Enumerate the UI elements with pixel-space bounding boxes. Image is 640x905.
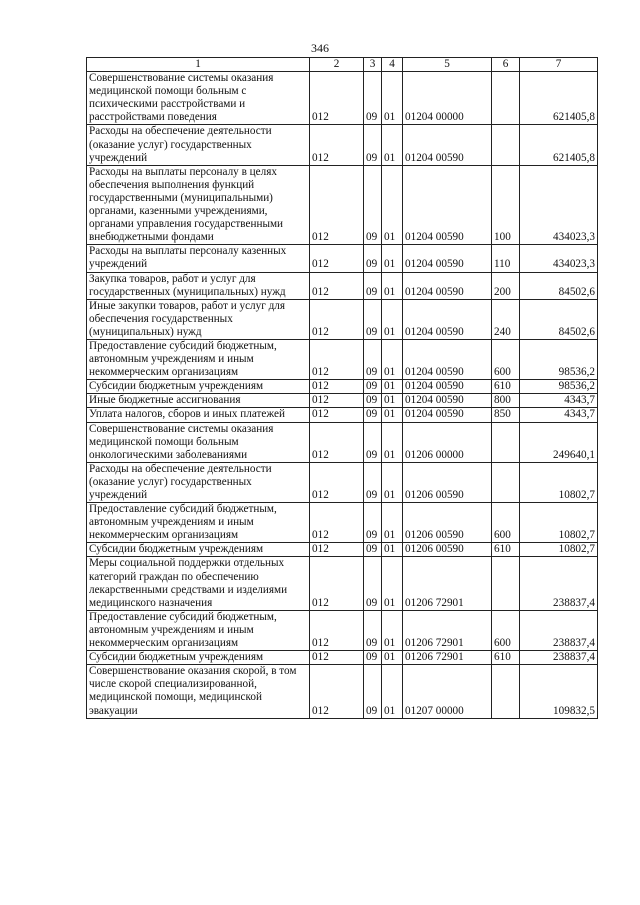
row-amount: 10802,7 xyxy=(520,503,598,543)
row-section-code: 09 xyxy=(364,72,382,125)
row-target-code: 01206 00000 xyxy=(403,422,492,462)
row-amount: 238837,4 xyxy=(520,610,598,650)
row-ministry-code: 012 xyxy=(310,408,364,422)
row-section-code: 09 xyxy=(364,408,382,422)
row-section-code: 09 xyxy=(364,339,382,379)
row-expense-type-code: 610 xyxy=(492,543,520,557)
row-subsection-code: 01 xyxy=(382,380,403,394)
row-expense-type-code: 200 xyxy=(492,272,520,299)
row-name: Уплата налогов, сборов и иных платежей xyxy=(87,408,310,422)
row-name: Субсидии бюджетным учреждениям xyxy=(87,651,310,665)
row-ministry-code: 012 xyxy=(310,610,364,650)
row-section-code: 09 xyxy=(364,422,382,462)
row-target-code: 01204 00590 xyxy=(403,394,492,408)
table-row xyxy=(87,543,598,557)
column-header: 5 xyxy=(403,58,492,72)
row-subsection-code: 01 xyxy=(382,557,403,610)
row-amount: 434023,3 xyxy=(520,245,598,272)
row-section-code: 09 xyxy=(364,165,382,245)
row-section-code: 09 xyxy=(364,651,382,665)
budget-table-body xyxy=(87,58,598,719)
row-name: Предоставление субсидий бюджетным, автономным учреждениям и иным некоммерческим организациям xyxy=(87,339,310,379)
table-row xyxy=(87,380,598,394)
row-target-code: 01204 00590 xyxy=(403,408,492,422)
row-target-code: 01204 00000 xyxy=(403,72,492,125)
row-subsection-code: 01 xyxy=(382,245,403,272)
row-section-code: 09 xyxy=(364,557,382,610)
table-row xyxy=(87,665,598,718)
table-row xyxy=(87,651,598,665)
column-header: 3 xyxy=(364,58,382,72)
row-section-code: 09 xyxy=(364,665,382,718)
row-ministry-code: 012 xyxy=(310,299,364,339)
row-amount: 621405,8 xyxy=(520,72,598,125)
table-row xyxy=(87,125,598,165)
row-section-code: 09 xyxy=(364,503,382,543)
row-amount: 10802,7 xyxy=(520,543,598,557)
row-ministry-code: 012 xyxy=(310,245,364,272)
row-section-code: 09 xyxy=(364,299,382,339)
row-target-code: 01206 00590 xyxy=(403,503,492,543)
row-subsection-code: 01 xyxy=(382,665,403,718)
budget-table xyxy=(86,57,598,719)
table-row xyxy=(87,503,598,543)
row-ministry-code: 012 xyxy=(310,651,364,665)
row-ministry-code: 012 xyxy=(310,165,364,245)
row-amount: 238837,4 xyxy=(520,557,598,610)
table-row xyxy=(87,272,598,299)
row-section-code: 09 xyxy=(364,394,382,408)
row-amount: 621405,8 xyxy=(520,125,598,165)
row-expense-type-code: 240 xyxy=(492,299,520,339)
row-expense-type-code xyxy=(492,462,520,502)
row-amount: 109832,5 xyxy=(520,665,598,718)
row-name: Расходы на обеспечение деятельности (оказание услуг) государственных учреждений xyxy=(87,125,310,165)
row-expense-type-code xyxy=(492,557,520,610)
row-ministry-code: 012 xyxy=(310,339,364,379)
row-target-code: 01204 00590 xyxy=(403,125,492,165)
row-expense-type-code: 800 xyxy=(492,394,520,408)
row-amount: 434023,3 xyxy=(520,165,598,245)
row-ministry-code: 012 xyxy=(310,272,364,299)
row-amount: 98536,2 xyxy=(520,380,598,394)
row-target-code: 01204 00590 xyxy=(403,299,492,339)
row-target-code: 01206 72901 xyxy=(403,651,492,665)
row-expense-type-code xyxy=(492,72,520,125)
row-section-code: 09 xyxy=(364,380,382,394)
row-ministry-code: 012 xyxy=(310,394,364,408)
row-name: Совершенствование системы оказания медицинской помощи больным с психическими расстройствами и расстройствами поведения xyxy=(87,72,310,125)
row-subsection-code: 01 xyxy=(382,651,403,665)
table-header-row xyxy=(87,58,598,72)
table-row xyxy=(87,610,598,650)
row-subsection-code: 01 xyxy=(382,610,403,650)
row-subsection-code: 01 xyxy=(382,299,403,339)
row-ministry-code: 012 xyxy=(310,503,364,543)
row-subsection-code: 01 xyxy=(382,72,403,125)
row-name: Меры социальной поддержки отдельных категорий граждан по обеспечению лекарственными средствами и изделиями медицинского назначения xyxy=(87,557,310,610)
row-expense-type-code: 600 xyxy=(492,610,520,650)
row-amount: 98536,2 xyxy=(520,339,598,379)
row-target-code: 01206 72901 xyxy=(403,557,492,610)
table-row xyxy=(87,394,598,408)
row-expense-type-code xyxy=(492,125,520,165)
row-target-code: 01204 00590 xyxy=(403,272,492,299)
table-row xyxy=(87,299,598,339)
row-name: Субсидии бюджетным учреждениям xyxy=(87,380,310,394)
row-amount: 10802,7 xyxy=(520,462,598,502)
row-expense-type-code: 100 xyxy=(492,165,520,245)
row-expense-type-code xyxy=(492,422,520,462)
row-subsection-code: 01 xyxy=(382,125,403,165)
row-subsection-code: 01 xyxy=(382,462,403,502)
row-target-code: 01206 00590 xyxy=(403,462,492,502)
column-header: 1 xyxy=(87,58,310,72)
row-ministry-code: 012 xyxy=(310,557,364,610)
row-amount: 84502,6 xyxy=(520,272,598,299)
table-row xyxy=(87,462,598,502)
row-name: Закупка товаров, работ и услуг для государственных (муниципальных) нужд xyxy=(87,272,310,299)
row-subsection-code: 01 xyxy=(382,339,403,379)
row-section-code: 09 xyxy=(364,272,382,299)
page-number: 346 xyxy=(311,41,329,55)
row-amount: 84502,6 xyxy=(520,299,598,339)
row-ministry-code: 012 xyxy=(310,125,364,165)
table-row xyxy=(87,245,598,272)
row-ministry-code: 012 xyxy=(310,665,364,718)
column-header: 7 xyxy=(520,58,598,72)
row-subsection-code: 01 xyxy=(382,422,403,462)
row-subsection-code: 01 xyxy=(382,503,403,543)
row-subsection-code: 01 xyxy=(382,272,403,299)
row-target-code: 01204 00590 xyxy=(403,380,492,394)
column-header: 2 xyxy=(310,58,364,72)
row-target-code: 01207 00000 xyxy=(403,665,492,718)
row-expense-type-code: 110 xyxy=(492,245,520,272)
row-ministry-code: 012 xyxy=(310,380,364,394)
row-expense-type-code: 610 xyxy=(492,380,520,394)
table-row xyxy=(87,557,598,610)
row-target-code: 01204 00590 xyxy=(403,165,492,245)
row-target-code: 01206 00590 xyxy=(403,543,492,557)
row-name: Расходы на выплаты персоналу в целях обеспечения выполнения функций государственными (муниципальными) органами, казенными учреждениями, органами управления государственными внебюджетными фондами xyxy=(87,165,310,245)
table-row xyxy=(87,408,598,422)
row-section-code: 09 xyxy=(364,543,382,557)
row-subsection-code: 01 xyxy=(382,408,403,422)
row-amount: 238837,4 xyxy=(520,651,598,665)
row-name: Субсидии бюджетным учреждениям xyxy=(87,543,310,557)
row-name: Иные закупки товаров, работ и услуг для обеспечения государственных (муниципальных) нужд xyxy=(87,299,310,339)
row-expense-type-code: 610 xyxy=(492,651,520,665)
table-row xyxy=(87,422,598,462)
row-target-code: 01204 00590 xyxy=(403,245,492,272)
row-section-code: 09 xyxy=(364,125,382,165)
row-expense-type-code: 600 xyxy=(492,339,520,379)
row-expense-type-code: 850 xyxy=(492,408,520,422)
column-header: 4 xyxy=(382,58,403,72)
row-subsection-code: 01 xyxy=(382,394,403,408)
row-name: Предоставление субсидий бюджетным, автономным учреждениям и иным некоммерческим организациям xyxy=(87,503,310,543)
row-ministry-code: 012 xyxy=(310,462,364,502)
row-section-code: 09 xyxy=(364,245,382,272)
column-header: 6 xyxy=(492,58,520,72)
row-ministry-code: 012 xyxy=(310,543,364,557)
table-row xyxy=(87,339,598,379)
row-expense-type-code xyxy=(492,665,520,718)
row-ministry-code: 012 xyxy=(310,422,364,462)
row-ministry-code: 012 xyxy=(310,72,364,125)
row-name: Расходы на обеспечение деятельности (оказание услуг) государственных учреждений xyxy=(87,462,310,502)
row-amount: 4343,7 xyxy=(520,408,598,422)
row-name: Расходы на выплаты персоналу казенных учреждений xyxy=(87,245,310,272)
row-section-code: 09 xyxy=(364,462,382,502)
row-section-code: 09 xyxy=(364,610,382,650)
row-subsection-code: 01 xyxy=(382,543,403,557)
row-name: Предоставление субсидий бюджетным, автономным учреждениям и иным некоммерческим организациям xyxy=(87,610,310,650)
row-name: Совершенствование системы оказания медицинской помощи больным онкологическими заболеваниями xyxy=(87,422,310,462)
table-row xyxy=(87,72,598,125)
row-name: Иные бюджетные ассигнования xyxy=(87,394,310,408)
row-amount: 249640,1 xyxy=(520,422,598,462)
row-subsection-code: 01 xyxy=(382,165,403,245)
row-name: Совершенствование оказания скорой, в том числе скорой специализированной, медицинской помощи, медицинской эвакуации xyxy=(87,665,310,718)
row-target-code: 01206 72901 xyxy=(403,610,492,650)
row-amount: 4343,7 xyxy=(520,394,598,408)
table-row xyxy=(87,165,598,245)
row-target-code: 01204 00590 xyxy=(403,339,492,379)
row-expense-type-code: 600 xyxy=(492,503,520,543)
